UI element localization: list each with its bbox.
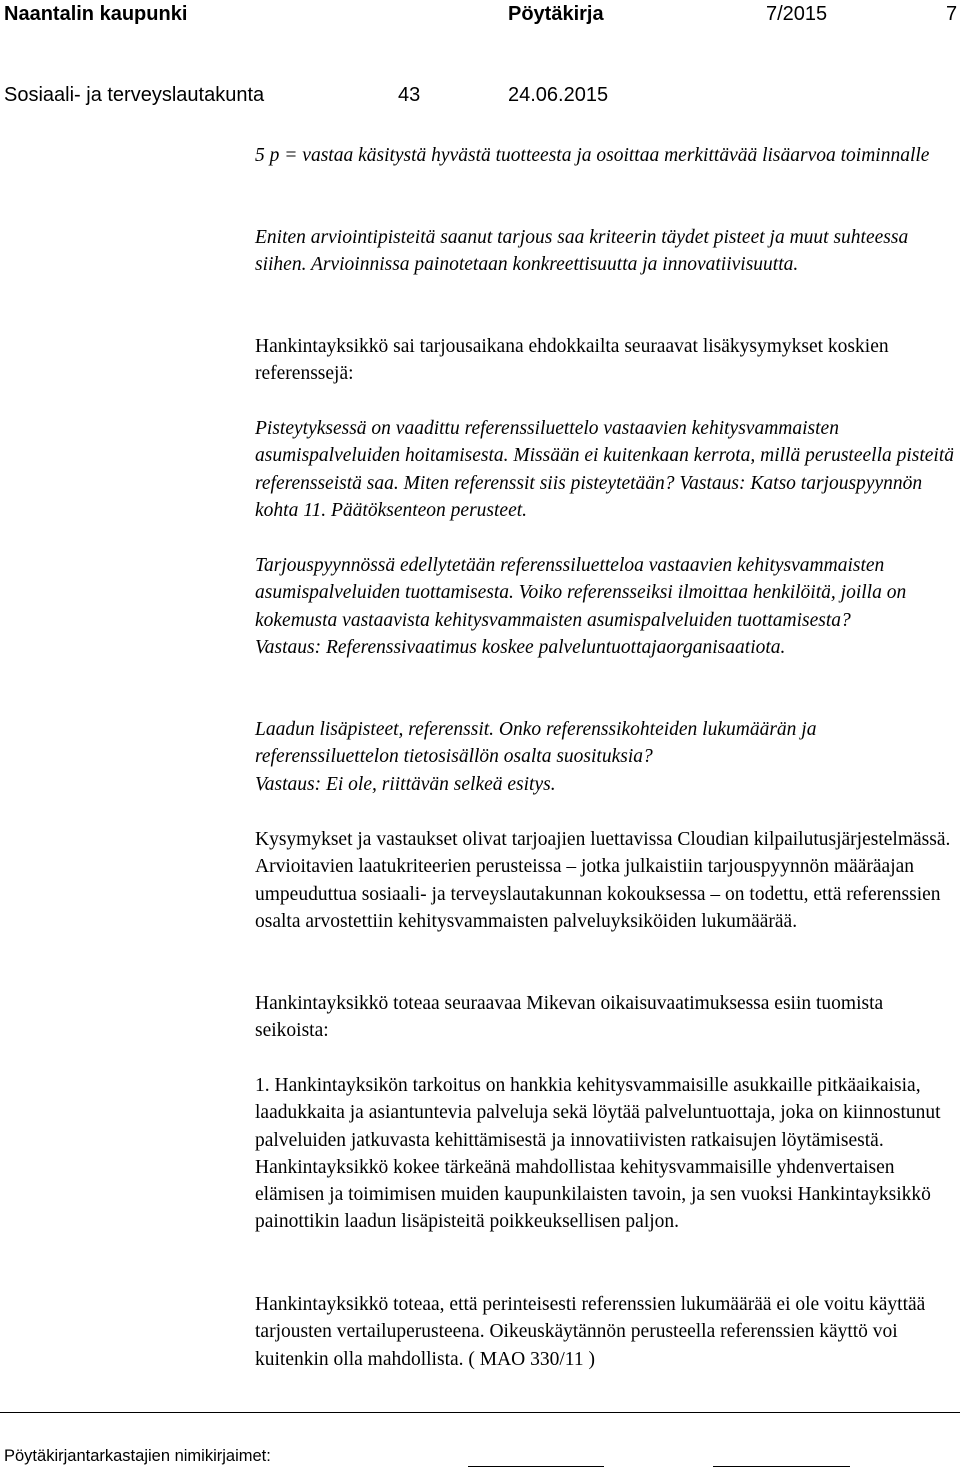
scoring-method-paragraph — [255, 224, 960, 279]
references-paragraph — [255, 1291, 960, 1373]
response-intro-paragraph — [255, 990, 960, 1045]
cloudia-paragraph — [255, 826, 960, 935]
paragraph: 1. Hankintayksikön tarkoitus on hankkia kehitysvammaisille asukkaille pitkäaikaisia, laadukkaita ja asiantuntevia palveluja sekä löytää palveluntuottaja, joka on kiinnostunut palveluiden jatkuvasta kehittämisestä ja innovatiivisten ratkaisujen löytämisestä. Hankintayksikkö kokee tärkeänä mahdollistaa kehitysvammaisille yhdenvertaisen elämisen ja toimimisen muiden kaupunkilaisten tavoin, ja sen vuoksi Hankintayksikkö painottikin laadun lisäpisteitä poikkeuksellisen paljon. — [255, 1075, 941, 1233]
questions-intro-paragraph — [255, 333, 960, 388]
paragraph: 5 p = vastaa käsitystä hyvästä tuotteesta ja osoittaa merkittävää lisäarvoa toiminnalle — [255, 145, 930, 166]
paragraph: Hankintayksikkö toteaa, että perinteisesti referenssien lukumäärää ei ole voitu käyttää tarjousten vertailuperusteena. Oikeuskäytännön perusteella referenssien käyttö voi kuitenkin olla mahdollista. ( MAO 330/11 ) — [255, 1294, 926, 1370]
document-number: 7/2015 — [766, 3, 828, 25]
answer: Vastaus: Referenssivaatimus koskee palveluntuottajaorganisaatiota. — [255, 636, 786, 658]
paragraph: Pisteytyksessä on vaadittu referenssiluettelo vastaavien kehitysvammaisten asumispalveluiden hoitamisesta. Missään ei kuitenkaan kerrota, millä perusteella pisteitä referensseistä saa. Miten referenssit siis pisteytetään? Vastaus: Katso tarjouspyynnön kohta 11. Päätöksenteon perusteet. — [255, 418, 955, 521]
paragraph: Hankintayksikkö sai tarjousaikana ehdokkailta seuraavat lisäkysymykset koskien referenssejä: — [255, 336, 889, 385]
document-type: Pöytäkirja — [508, 3, 604, 25]
response-point-1 — [255, 1072, 960, 1236]
initials-line-1 — [468, 1466, 604, 1467]
committee-name: Sosiaali- ja terveyslautakunta — [4, 84, 265, 106]
footer-divider — [0, 1412, 960, 1413]
question-answer-2 — [255, 552, 960, 661]
page-number: 7 — [946, 3, 958, 25]
answer: Vastaus: Ei ole, riittävän selkeä esitys. — [255, 773, 556, 795]
municipality-name: Naantalin kaupunki — [4, 3, 188, 25]
paragraph: Eniten arviointipisteitä saanut tarjous saa kriteerin täydet pisteet ja muut suhteessa siihen. Arvioinnissa painotetaan konkreettisuutta ja innovatiivisuutta. — [255, 227, 909, 276]
paragraph: Hankintayksikkö toteaa seuraavaa Mikevan oikaisuvaatimuksessa esiin tuomista seikoista: — [255, 993, 884, 1042]
section-number: 43 — [398, 84, 421, 106]
question: Laadun lisäpisteet, referenssit. Onko referenssikohteiden lukumäärän ja referenssiluettelon tietosisällön osalta suosituksia? — [255, 719, 817, 768]
meeting-date: 24.06.2015 — [508, 84, 609, 106]
initials-line-2 — [713, 1466, 850, 1467]
scoring-criterion-5p — [255, 142, 960, 169]
question-answer-3 — [255, 716, 960, 798]
initials-label: Pöytäkirjantarkastajien nimikirjaimet: — [4, 1447, 271, 1465]
question: Tarjouspyynnössä edellytetään referenssiluetteloa vastaavien kehitysvammaisten asumispalveluiden tuottamisesta. Voiko referensseiksi ilmoittaa henkilöitä, joilla on kokemusta vastaavista kehitysvammaisten asumispalveluiden tuottamisesta? — [255, 555, 907, 631]
paragraph: Kysymykset ja vastaukset olivat tarjoajien luettavissa Cloudian kilpailutusjärjestelmässä. Arvioitavien laatukriteerien perusteissa – jotka julkaistiin tarjouspyynnön määräajan umpeuduttua sosiaali- ja terveyslautakunnan kokouksessa – on todettu, että referenssien osalta arvostettiin kehitysvammaisten palveluyksiköiden lukumäärää. — [255, 829, 951, 932]
question-answer-1 — [255, 415, 960, 524]
